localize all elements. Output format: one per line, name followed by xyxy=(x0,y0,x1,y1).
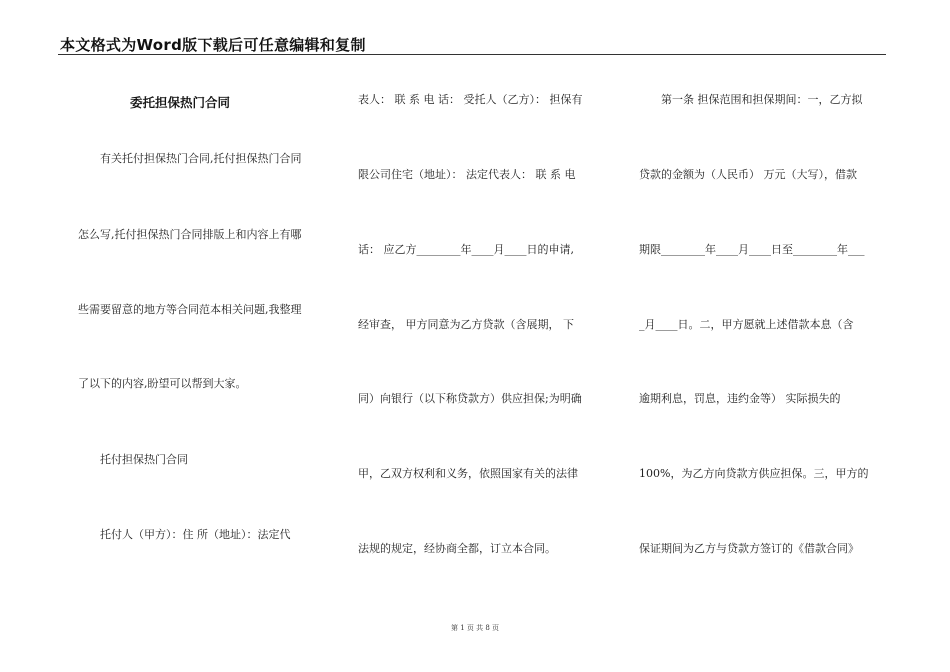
paragraph-line: 第一条 担保范围和担保期间：一，乙方拟 xyxy=(639,93,863,106)
paragraph-line: 贷款的金额为（人民币） 万元（大写），借款 xyxy=(639,168,857,181)
paragraph-line: 甲，乙双方权利和义务，依照国家有关的法律 xyxy=(358,467,578,480)
paragraph-line: 法规的规定，经协商全都，订立本合同。 xyxy=(358,542,556,555)
paragraph-line: 怎么写,托付担保热门合同排版上和内容上有哪 xyxy=(78,228,302,241)
paragraph-line: 100%，为乙方向贷款方供应担保。三，甲方的 xyxy=(639,467,869,480)
paragraph-line: 表人： 联 系 电 话： 受托人（乙方）： 担保有 xyxy=(358,93,583,106)
paragraph-line: 逾期利息，罚息，违约金等） 实际损失的 xyxy=(639,392,841,405)
paragraph-line: 托付人（甲方）：住 所（地址）：法定代 xyxy=(78,528,291,541)
page-number: 第 1 页 共 8 页 xyxy=(450,624,500,632)
header-divider xyxy=(58,54,886,55)
paragraph-line: 同）向银行（以下称贷款方）供应担保;为明确 xyxy=(358,392,582,405)
paragraph-line: 托付担保热门合同 xyxy=(78,453,188,466)
paragraph-line: 限公司住宅（地址）： 法定代表人： 联 系 电 xyxy=(358,168,576,181)
paragraph-line: 有关托付担保热门合同,托付担保热门合同 xyxy=(78,152,302,165)
paragraph-line: 了以下的内容,盼望可以帮到大家。 xyxy=(78,377,247,390)
paragraph-line: _月____日。二，甲方愿就上述借款本息（含 xyxy=(639,318,854,331)
paragraph-line: 些需要留意的地方等合同范本相关问题,我整理 xyxy=(78,303,302,316)
paragraph-line: 话： 应乙方________年____月____日的申请, xyxy=(358,243,574,256)
paragraph-line: 期限________年____月____日至________年___ xyxy=(639,243,865,256)
paragraph-line: 保证期间为乙方与贷款方签订的《借款合同》 xyxy=(639,542,859,555)
document-title: 委托担保热门合同 xyxy=(130,95,231,110)
paragraph-line: 经审查， 甲方同意为乙方贷款（含展期， 下 xyxy=(358,318,574,331)
document-header-title: 本文格式为Word版下载后可任意编辑和复制 xyxy=(60,36,366,54)
